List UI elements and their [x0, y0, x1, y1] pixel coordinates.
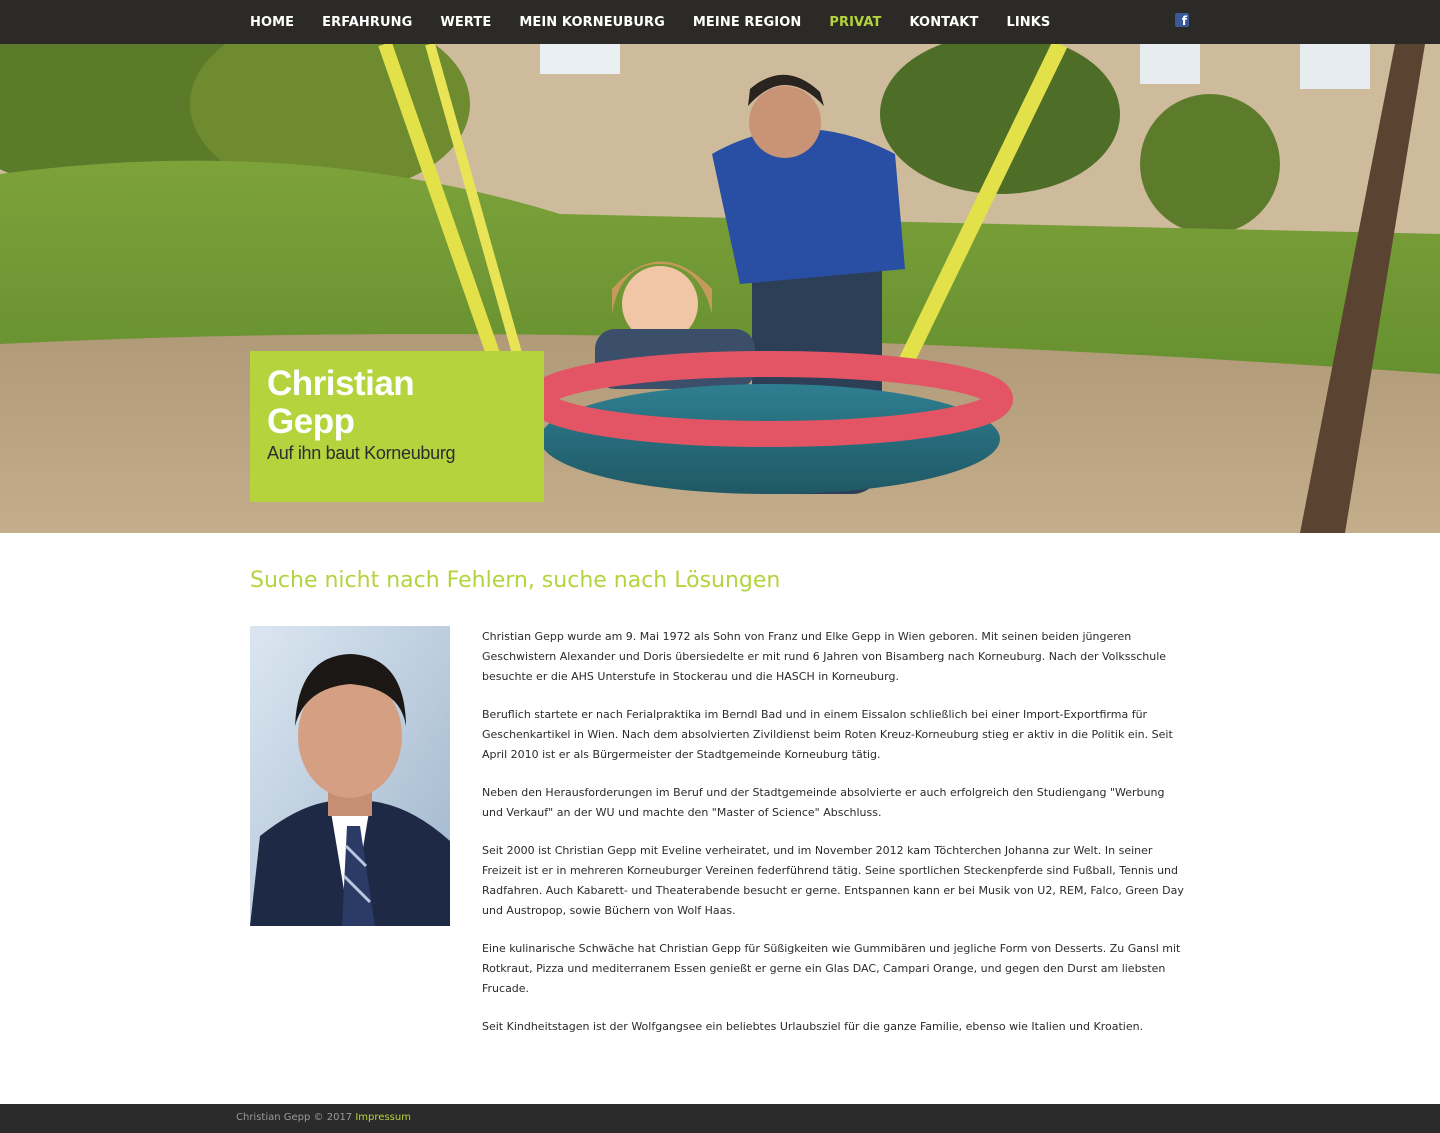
bio-paragraph: Neben den Herausforderungen im Beruf und der Stadtgemeinde absolvierte er auch erfolgreich den Studiengang "Werbung und Verkauf" an der WU und machte den "Master of Science" Abschluss.: [482, 786, 1165, 819]
nav-item-erfahrung[interactable]: ERFAHRUNG: [322, 14, 413, 30]
biography-text: [482, 627, 1188, 1055]
nav-item-mein-korneuburg[interactable]: MEIN KORNEUBURG: [519, 14, 665, 30]
top-navigation: [0, 0, 1440, 44]
footer-text: [236, 1112, 411, 1123]
bio-paragraph: Seit 2000 ist Christian Gepp mit Eveline verheiratet, und im November 2012 kam Töchterchen Johanna zur Welt. In seiner Freizeit ist er in mehreren Korneuburger Vereinen federführend tätig. Seine sportlichen Steckenpferde sind Fußball, Tennis und Radfahren. Auch Kabarett- und Theaterabende besucht er gerne. Entspannen kann er bei Musik von U2, REM, Falco, Green Day und Austropop, sowie Büchern von Wolf Haas.: [482, 844, 1184, 917]
nav-menu: [250, 0, 1078, 44]
bio-paragraph: Eine kulinarische Schwäche hat Christian Gepp für Süßigkeiten wie Gummibären und jegliche Form von Desserts. Zu Gansl mit Rotkraut, Pizza und mediterranem Essen genießt er gerne ein Glas DAC, Campari Orange, und gegen den Durst am liebsten Frucade.: [482, 942, 1181, 995]
impressum-link[interactable]: Impressum: [355, 1112, 411, 1123]
hero-banner: [0, 44, 1440, 533]
nav-item-kontakt[interactable]: KONTAKT: [909, 14, 979, 30]
bio-paragraph: Beruflich startete er nach Ferialpraktika im Berndl Bad und in einem Eissalon schließlich bei einer Import-Exportfirma für Geschenkartikel in Wien. Nach dem absolvierten Zivildienst beim Roten Kreuz-Korneuburg stieg er aktiv in die Politik ein. Seit April 2010 ist er als Bürgermeister der Stadtgemeinde Korneuburg tätig.: [482, 708, 1173, 761]
portrait-photo: [250, 626, 450, 926]
hero-name-line2: Gepp: [267, 402, 355, 441]
hero-name-line1: Christian: [267, 364, 415, 403]
nav-item-werte[interactable]: WERTE: [440, 14, 492, 30]
page-headline: Suche nicht nach Fehlern, suche nach Lösungen: [250, 568, 781, 593]
hero-title-box: [250, 351, 544, 502]
nav-item-home[interactable]: HOME: [250, 14, 295, 30]
footer: [0, 1104, 1440, 1133]
hero-tagline: Auf ihn baut Korneuburg: [267, 443, 456, 463]
hero-photo: [0, 44, 1440, 533]
bio-paragraph: Seit Kindheitstagen ist der Wolfgangsee ein beliebtes Urlaubsziel für die ganze Familie, ebenso wie Italien und Kroatien.: [482, 1020, 1144, 1033]
nav-item-meine-region[interactable]: MEINE REGION: [692, 14, 802, 30]
footer-copyright: Christian Gepp © 2017: [236, 1112, 353, 1123]
facebook-icon[interactable]: f: [1175, 13, 1189, 27]
nav-item-privat[interactable]: PRIVAT: [829, 14, 882, 30]
nav-item-links[interactable]: LINKS: [1006, 14, 1051, 30]
bio-paragraph: Christian Gepp wurde am 9. Mai 1972 als Sohn von Franz und Elke Gepp in Wien geboren. Mit seinen beiden jüngeren Geschwistern Alexander und Doris übersiedelte er mit rund 6 Jahren von Bisamberg nach Korneuburg. Nach der Volksschule besuchte er die AHS Unterstufe in Stockerau und die HASCH in Korneuburg.: [482, 630, 1167, 683]
